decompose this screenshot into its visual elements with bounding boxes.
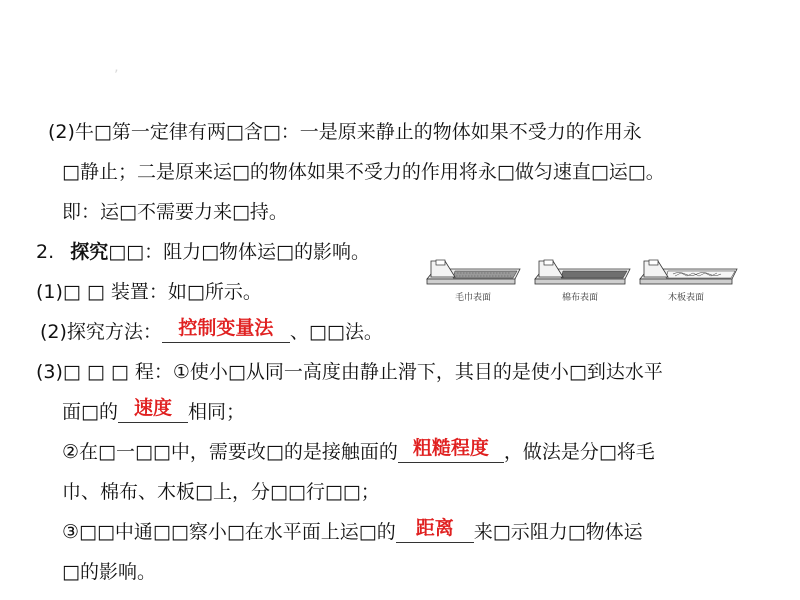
- label-towel-surface: 毛巾表面: [455, 293, 492, 303]
- text-line-1: (2)牛□第一定律有两□含□：一是原来静止的物体如果不受力的作用永: [48, 121, 642, 143]
- answer-blank-method: [162, 317, 290, 343]
- text-line-9: [62, 437, 655, 464]
- text-line-5: (1)□ □ 装置：如□所示。: [36, 281, 262, 303]
- text-line-4: [36, 240, 370, 264]
- towel-setup-drawing: [427, 260, 520, 284]
- text-line-3: 即：运□不需要力来□持。: [62, 201, 288, 223]
- faint-mark: ’: [114, 68, 119, 84]
- line9-prefix: ②在□一□□中，需要改□的是接触面的: [62, 441, 398, 463]
- item-number: 2.: [36, 241, 55, 263]
- cotton-setup-drawing: [535, 260, 630, 284]
- text-line-8: [62, 397, 245, 424]
- answer-distance: 距离: [415, 517, 454, 539]
- line8-suffix: 相同；: [187, 401, 245, 423]
- label-wood-surface: 木板表面: [668, 293, 705, 303]
- line8-prefix: 面□的: [62, 401, 118, 423]
- line11-suffix: 来□示阻力□物体运: [473, 521, 643, 543]
- text-line-7: (3)□ □ □ 程：①使小□从同一高度由静止滑下，其目的是使小□到达水平: [36, 361, 663, 383]
- wood-setup-drawing: [640, 260, 737, 284]
- label-cotton-surface: 棉布表面: [562, 293, 599, 303]
- answer-blank-speed: [118, 397, 188, 423]
- text-line-12: □的影响。: [62, 561, 156, 583]
- answer-blank-distance: [396, 517, 474, 543]
- answer-roughness: 粗糙程度: [412, 437, 489, 459]
- method-suffix: 、□□法。: [289, 321, 383, 343]
- line11-prefix: ③□□中通□□察小□在水平面上运□的: [62, 521, 396, 543]
- text-line-10: 巾、棉布、木板□上，分□□行□□；: [62, 481, 380, 503]
- text-line-2: □静止；二是原来运□的物体如果不受力的作用将永□做匀速直□运□。: [62, 161, 665, 183]
- answer-speed: 速度: [133, 397, 172, 419]
- line9-suffix: ，做法是分□将毛: [503, 441, 655, 463]
- answer-method: 控制变量法: [178, 317, 274, 339]
- text-line-11: [62, 517, 643, 544]
- answer-blank-roughness: [398, 437, 504, 463]
- method-label: (2)探究方法：: [40, 321, 162, 343]
- text-line-6: [40, 317, 383, 344]
- section-heading: 探究□□: [70, 241, 145, 263]
- section-topic: ：阻力□物体运□的影响。: [144, 241, 370, 263]
- experiment-figure: [425, 257, 740, 307]
